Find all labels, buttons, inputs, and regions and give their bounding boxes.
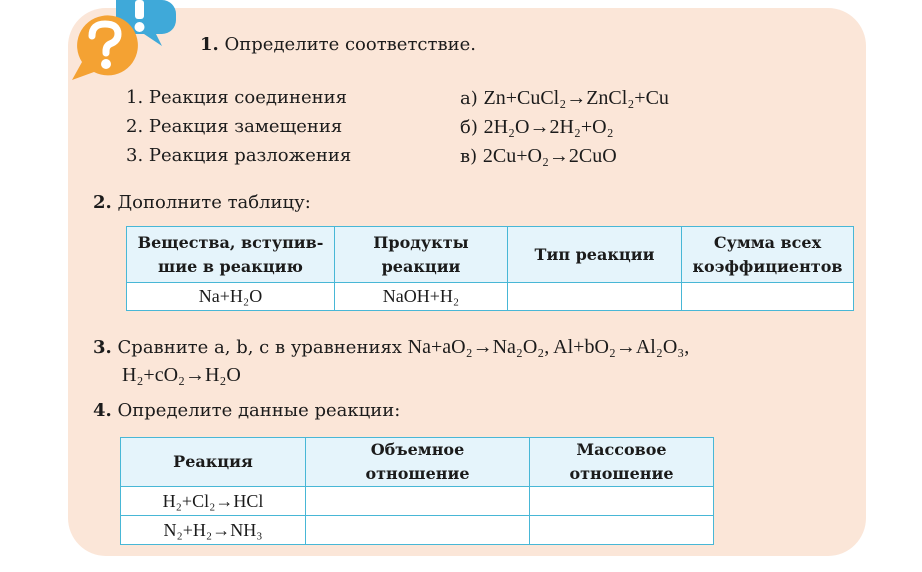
q4-header-cell: Реакция	[121, 438, 306, 487]
question-icon-group	[66, 0, 176, 86]
question-bubble-icon	[66, 0, 176, 86]
q1-left-item: 3. Реакция разложения	[126, 145, 352, 166]
q1-right-equation: 2H₂O→2H₂+O₂	[483, 116, 614, 138]
q2-cell: Na+H₂O	[127, 283, 335, 311]
q1-right-label: а)	[460, 88, 478, 109]
q4-table	[120, 437, 714, 545]
q2-number: 2.	[93, 192, 112, 213]
q3-line1	[93, 336, 689, 359]
q4-cell[interactable]	[530, 516, 714, 545]
table-row	[121, 516, 714, 545]
q2-header-row	[127, 227, 854, 283]
q4-header-cell: Массовое отношение	[530, 438, 714, 487]
q4-header-row	[121, 438, 714, 487]
q2-cell[interactable]	[508, 283, 682, 311]
q2-header-cell: Тип реакции	[508, 227, 682, 283]
q4-number: 4.	[93, 400, 112, 421]
q4-title: Определите данные реакции:	[117, 400, 401, 421]
q1-right-item	[460, 116, 614, 139]
q1-title: Определите соответствие.	[224, 34, 476, 55]
q2-header-cell: Продукты реакции	[335, 227, 508, 283]
q1-number: 1.	[200, 34, 219, 55]
q2-table	[126, 226, 854, 311]
q4-cell[interactable]	[530, 487, 714, 516]
q1-right-item	[460, 145, 617, 168]
q2-header-cell: Сумма всех коэффициентов	[682, 227, 854, 283]
q1-right-label: в)	[460, 146, 478, 167]
table-row	[121, 487, 714, 516]
q3-equations: Na+aO₂→Na₂O₂, Al+bO₂→Al₂O₃,	[407, 336, 690, 358]
q1-right-item	[460, 87, 669, 110]
q2-title: Дополните таблицу:	[117, 192, 311, 213]
q4-cell[interactable]	[306, 516, 530, 545]
q3-text: Сравните a, b, c в уравнениях	[117, 337, 408, 358]
q1-right-equation: Zn+CuCl₂→ZnCl₂+Cu	[483, 87, 669, 109]
q2-header-cell: Вещества, вступив- шие в реакцию	[127, 227, 335, 283]
q1-heading	[200, 34, 476, 56]
q1-left-item: 1. Реакция соединения	[126, 87, 347, 108]
q2-heading	[93, 192, 311, 214]
q3-line2: H₂+cO₂→H₂O	[122, 364, 241, 386]
q4-cell: H₂+Cl₂→HCl	[121, 487, 306, 516]
q1-right-label: б)	[460, 117, 478, 138]
table-row	[127, 283, 854, 311]
q1-right-equation: 2Cu+O₂→2CuO	[482, 145, 617, 167]
q3-number: 3.	[93, 337, 112, 358]
q1-left-item: 2. Реакция замещения	[126, 116, 343, 137]
q2-cell[interactable]	[682, 283, 854, 311]
q4-heading	[93, 400, 400, 422]
q4-cell[interactable]	[306, 487, 530, 516]
q4-header-cell: Объемное отношение	[306, 438, 530, 487]
q2-cell: NaOH+H₂	[335, 283, 508, 311]
q4-cell: N₂+H₂→NH₃	[121, 516, 306, 545]
